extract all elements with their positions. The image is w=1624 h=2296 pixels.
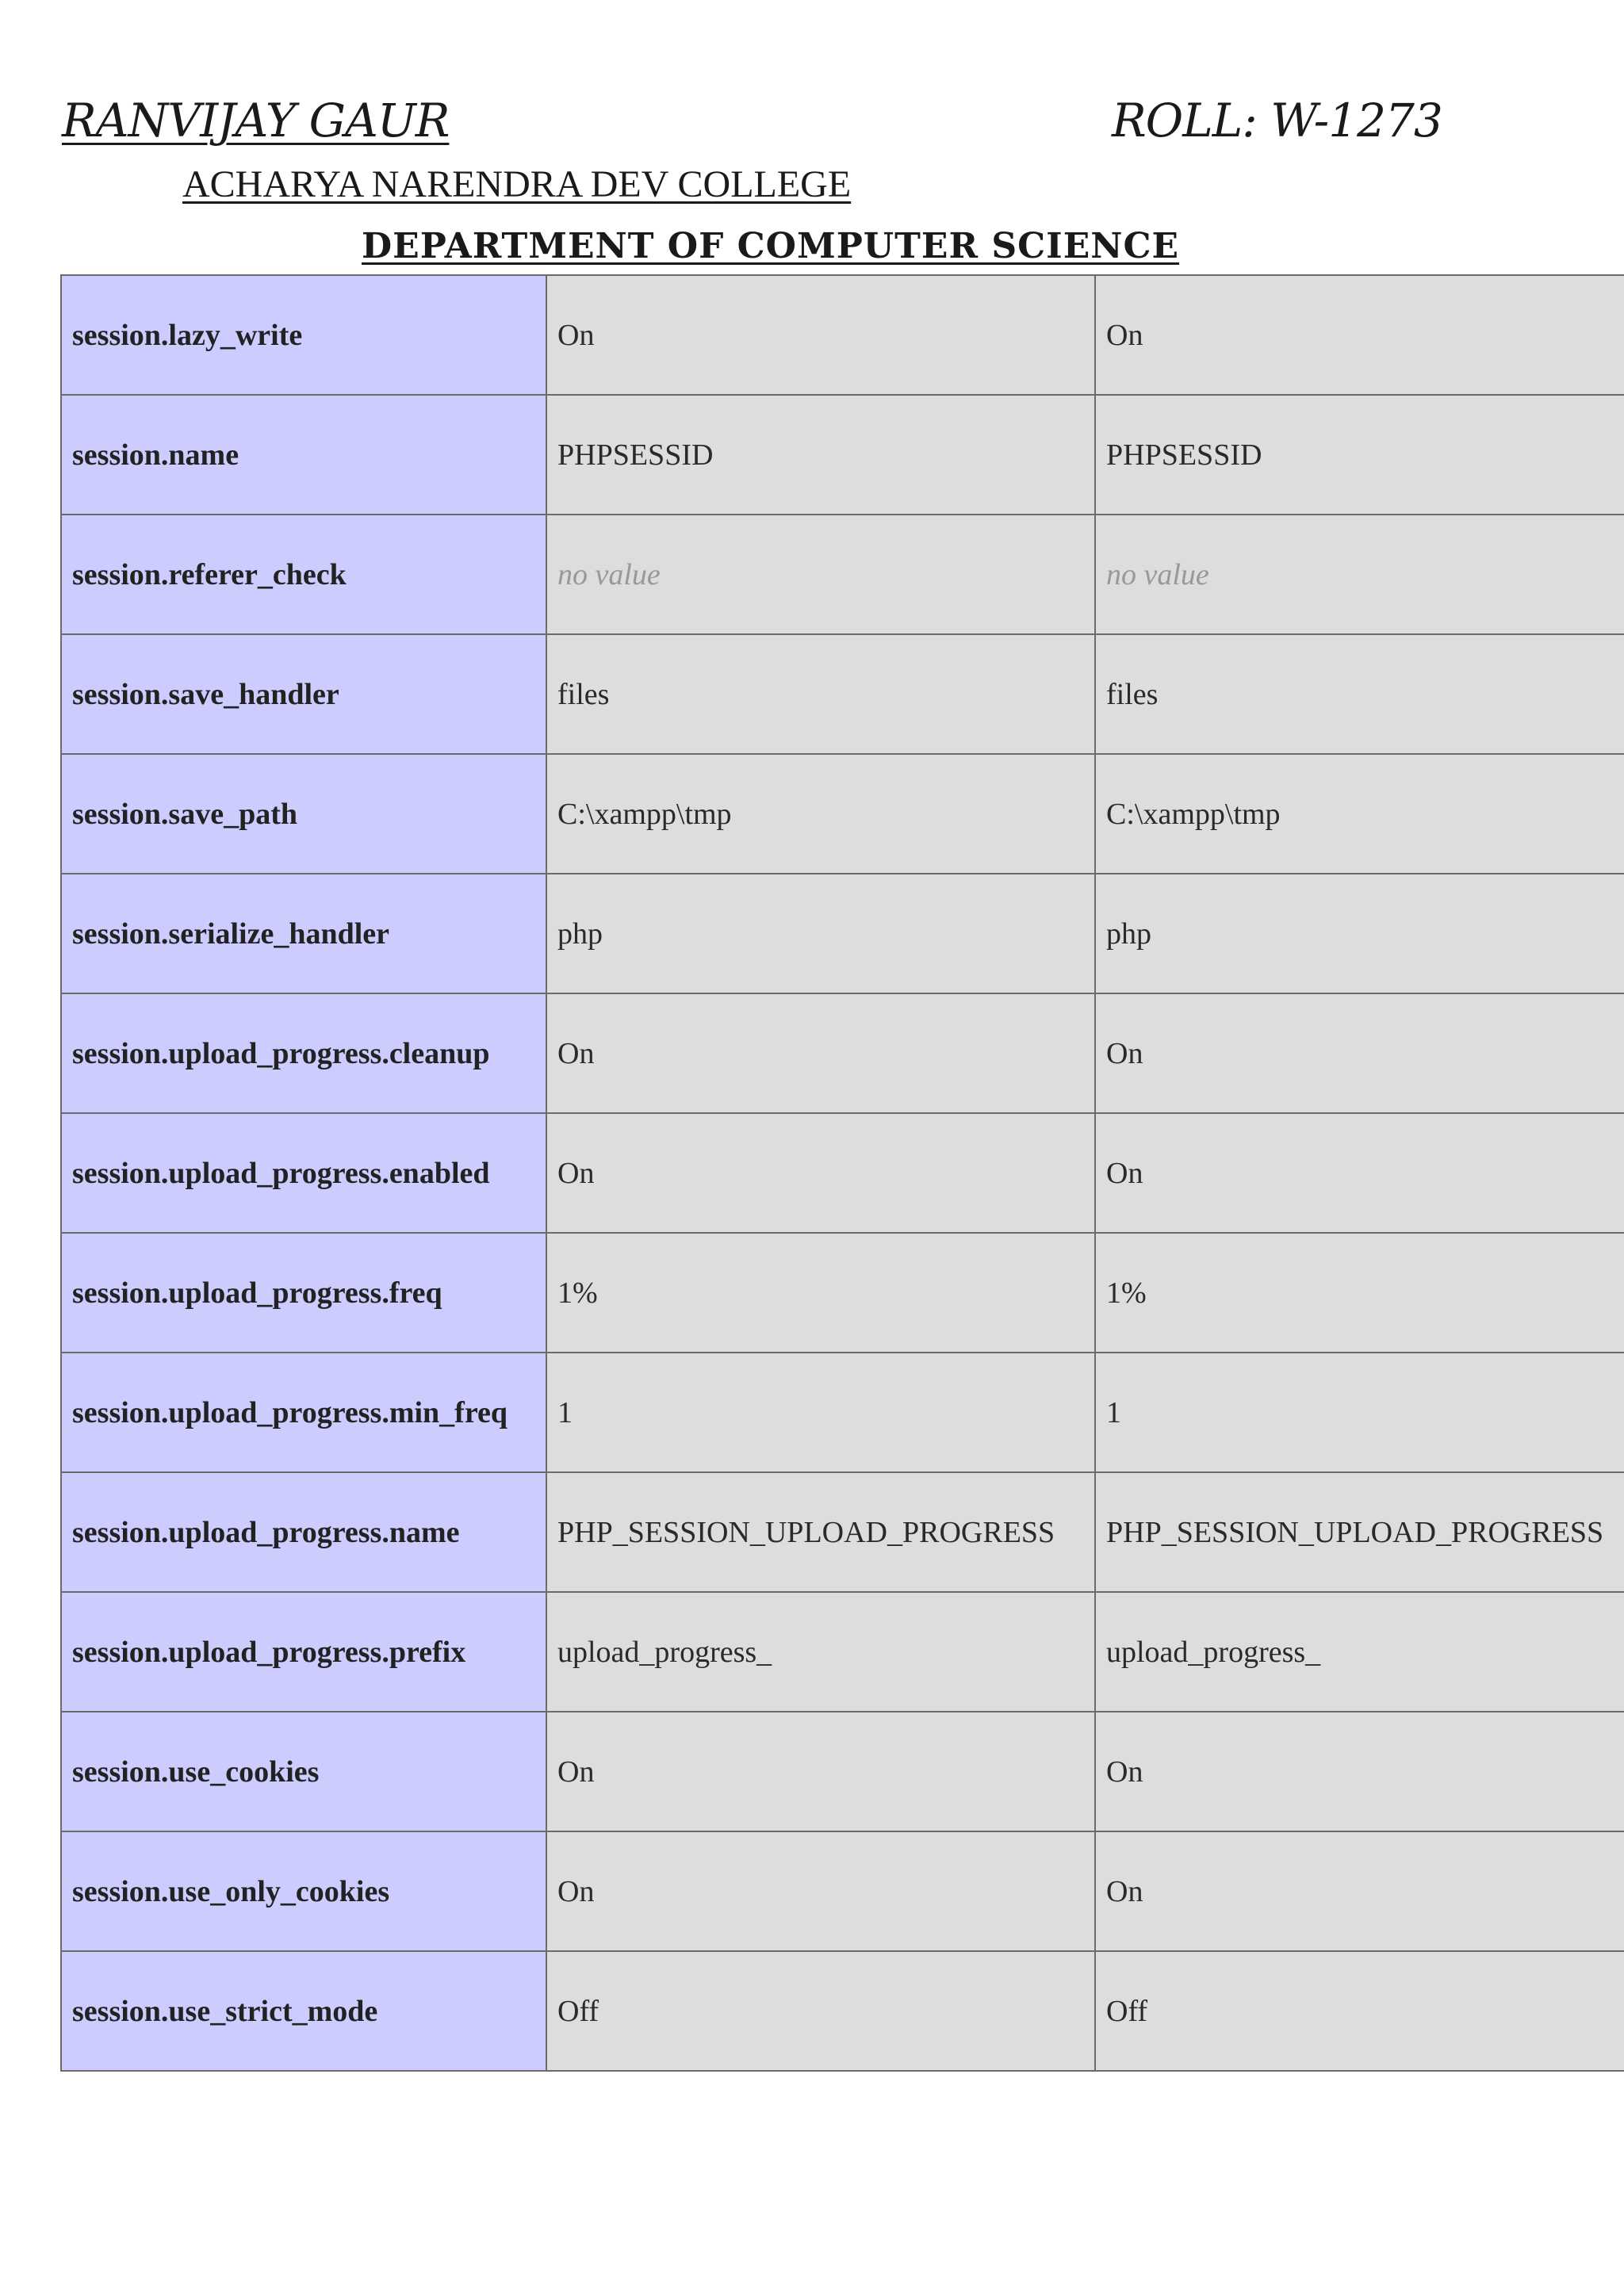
local-value: On: [546, 1712, 1095, 1831]
local-value: C:\xampp\tmp: [546, 754, 1095, 874]
college-name: ACHARYA NARENDRA DEV COLLEGE: [182, 163, 852, 205]
master-value: On: [1095, 1113, 1624, 1233]
directive-name: session.save_handler: [61, 634, 546, 754]
local-value: php: [546, 874, 1095, 993]
directive-name: session.upload_progress.freq: [61, 1233, 546, 1353]
php-config-table: [60, 274, 1624, 2072]
local-value: PHP_SESSION_UPLOAD_PROGRESS: [546, 1472, 1095, 1592]
local-value: 1: [546, 1353, 1095, 1472]
local-value: On: [546, 275, 1095, 395]
local-value: On: [546, 1113, 1095, 1233]
master-value: Off: [1095, 1951, 1624, 2071]
local-value: upload_progress_: [546, 1592, 1095, 1712]
table-row: [61, 1353, 1624, 1472]
local-value: files: [546, 634, 1095, 754]
local-value: On: [546, 1831, 1095, 1951]
directive-name: session.upload_progress.cleanup: [61, 993, 546, 1113]
roll-number: ROLL: W-1273: [1112, 94, 1442, 147]
master-value: 1: [1095, 1353, 1624, 1472]
master-value: On: [1095, 993, 1624, 1113]
table-row: [61, 1712, 1624, 1831]
directive-name: session.use_cookies: [61, 1712, 546, 1831]
table-row: [61, 874, 1624, 993]
table-row: [61, 1113, 1624, 1233]
local-value: Off: [546, 1951, 1095, 2071]
table-row: [61, 515, 1624, 634]
table-row: [61, 395, 1624, 515]
table-row: [61, 754, 1624, 874]
local-value: PHPSESSID: [546, 395, 1095, 515]
directive-name: session.upload_progress.min_freq: [61, 1353, 546, 1472]
directive-name: session.use_strict_mode: [61, 1951, 546, 2071]
table-row: [61, 275, 1624, 395]
master-value: On: [1095, 1712, 1624, 1831]
master-value: PHPSESSID: [1095, 395, 1624, 515]
local-value: On: [546, 993, 1095, 1113]
directive-name: session.upload_progress.enabled: [61, 1113, 546, 1233]
directive-name: session.referer_check: [61, 515, 546, 634]
directive-name: session.upload_progress.name: [61, 1472, 546, 1592]
table-row: [61, 1592, 1624, 1712]
directive-name: session.serialize_handler: [61, 874, 546, 993]
master-value: php: [1095, 874, 1624, 993]
config-table-body: [61, 275, 1624, 2071]
master-value: 1%: [1095, 1233, 1624, 1353]
table-row: [61, 1472, 1624, 1592]
master-value: no value: [1095, 515, 1624, 634]
local-value: no value: [546, 515, 1095, 634]
master-value: upload_progress_: [1095, 1592, 1624, 1712]
table-row: [61, 634, 1624, 754]
master-value: files: [1095, 634, 1624, 754]
master-value: PHP_SESSION_UPLOAD_PROGRESS: [1095, 1472, 1624, 1592]
table-row: [61, 993, 1624, 1113]
student-name: RANVIJAY GAUR: [62, 94, 450, 147]
master-value: On: [1095, 1831, 1624, 1951]
directive-name: session.use_only_cookies: [61, 1831, 546, 1951]
table-row: [61, 1951, 1624, 2071]
local-value: 1%: [546, 1233, 1095, 1353]
master-value: On: [1095, 275, 1624, 395]
department-name: DEPARTMENT OF COMPUTER SCIENCE: [362, 226, 1180, 266]
directive-name: session.name: [61, 395, 546, 515]
directive-name: session.lazy_write: [61, 275, 546, 395]
table-row: [61, 1831, 1624, 1951]
directive-name: session.save_path: [61, 754, 546, 874]
directive-name: session.upload_progress.prefix: [61, 1592, 546, 1712]
table-row: [61, 1233, 1624, 1353]
master-value: C:\xampp\tmp: [1095, 754, 1624, 874]
